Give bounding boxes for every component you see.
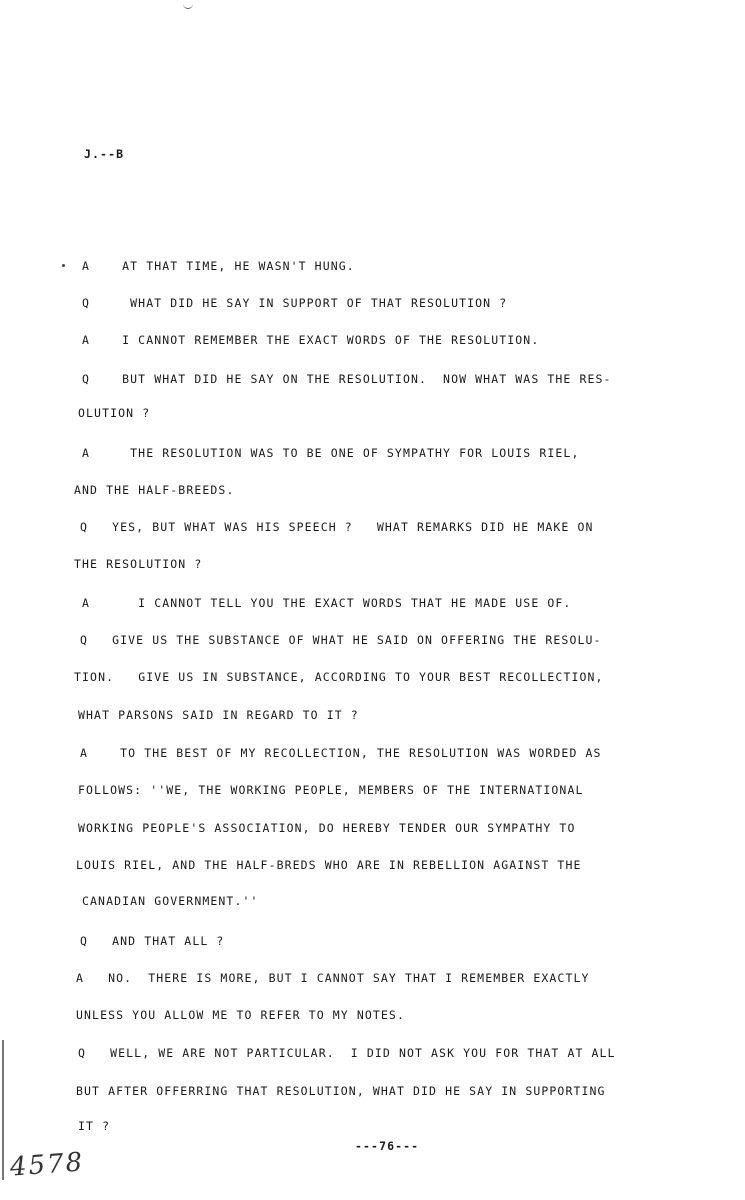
transcript-line: Q GIVE US THE SUBSTANCE OF WHAT HE SAID ON OFFERING THE RESOLU- [80,633,602,647]
transcript-line: Q WHAT DID HE SAY IN SUPPORT OF THAT RESOLUTION ? [82,296,508,310]
transcript-line: WHAT PARSONS SAID IN REGARD TO IT ? [78,708,359,722]
transcript-line: Q YES, BUT WHAT WAS HIS SPEECH ? WHAT REMARKS DID HE MAKE ON [80,520,594,534]
page-number: ---76--- [355,1139,420,1153]
transcript-line: OLUTION ? [78,406,151,420]
transcript-line: AND THE HALF-BREEDS. [74,483,235,497]
transcript-line: A THE RESOLUTION WAS TO BE ONE OF SYMPATHY FOR LOUIS RIEL, [82,446,580,460]
margin-line [2,1040,4,1180]
transcript-line: UNLESS YOU ALLOW ME TO REFER TO MY NOTES. [76,1008,405,1022]
transcript-line: Q WELL, WE ARE NOT PARTICULAR. I DID NOT ASK YOU FOR THAT AT ALL [78,1046,616,1060]
transcript-line: WORKING PEOPLE'S ASSOCIATION, DO HEREBY TENDER OUR SYMPATHY TO [78,821,576,835]
transcript-line: TION. GIVE US IN SUBSTANCE, ACCORDING TO YOUR BEST RECOLLECTION, [74,670,604,684]
transcript-line: FOLLOWS: ''WE, THE WORKING PEOPLE, MEMBERS OF THE INTERNATIONAL [78,783,584,797]
ink-mark [183,2,193,9]
transcript-line: A I CANNOT REMEMBER THE EXACT WORDS OF THE RESOLUTION. [82,333,540,347]
transcript-line: CANADIAN GOVERNMENT.'' [82,894,259,908]
transcript-line: A I CANNOT TELL YOU THE EXACT WORDS THAT HE MADE USE OF. [82,596,572,610]
ink-dot [62,264,65,267]
transcript-line: Q BUT WHAT DID HE SAY ON THE RESOLUTION. NOW WHAT WAS THE RES- [82,372,612,386]
transcript-line: A NO. THERE IS MORE, BUT I CANNOT SAY THAT I REMEMBER EXACTLY [76,971,590,985]
transcript-line: BUT AFTER OFFERRING THAT RESOLUTION, WHAT DID HE SAY IN SUPPORTING [76,1084,606,1098]
transcript-line: IT ? [78,1119,111,1133]
transcript-line: THE RESOLUTION ? [74,557,203,571]
transcript-line: A TO THE BEST OF MY RECOLLECTION, THE RESOLUTION WAS WORDED AS [80,746,602,760]
transcript-line: LOUIS RIEL, AND THE HALF-BREDS WHO ARE IN REBELLION AGAINST THE [76,858,582,872]
document-reference: J.--B [84,147,125,161]
transcript-line: A AT THAT TIME, HE WASN'T HUNG. [82,259,355,273]
transcript-line: Q AND THAT ALL ? [80,934,225,948]
handwritten-folio-number: 4578 [9,1147,86,1183]
